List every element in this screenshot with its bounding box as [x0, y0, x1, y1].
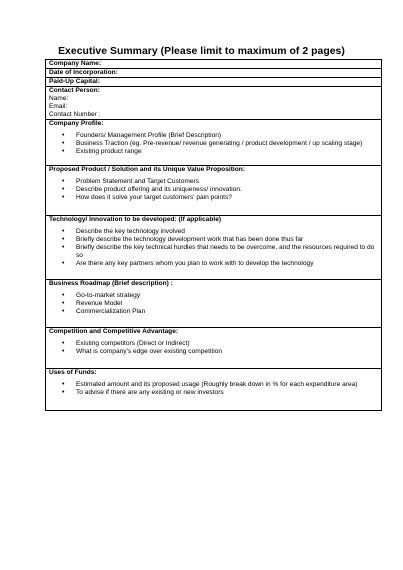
list-item: • Describe product offering and its uniqueness/ innovation. [49, 186, 378, 194]
list-item: • Problem Statement and Target Customers [49, 178, 378, 186]
list-item: • To advise if there are any existing or new investors [49, 389, 378, 397]
contact-email-label: Email: [49, 103, 68, 110]
contact-number-label: Contact Number : [49, 111, 101, 118]
list-item: • Are there any key partners whom you plan to work with to develop the technology [49, 260, 378, 268]
section-heading: Competition and Competitive Advantage: [49, 328, 179, 335]
uses-of-funds-section[interactable] [46, 369, 381, 411]
list-item: • Revenue Model [49, 300, 378, 308]
company-profile-list [49, 132, 378, 156]
list-item: • Business Traction (eg. Pre-revenue/ revenue generating / product development / up scaling stage) [49, 140, 378, 148]
list-item: • Existing product range [49, 148, 378, 156]
uses-of-funds-list [49, 381, 378, 397]
value-proposition-section[interactable] [46, 166, 381, 216]
contact-person-label: Contact Person: [49, 87, 100, 94]
section-heading: Proposed Product / Solution and its Unique Value Proposition: [49, 166, 245, 173]
date-of-incorporation-row[interactable] [46, 69, 381, 78]
technology-list [49, 228, 378, 268]
section-heading: Uses of Funds: [49, 369, 97, 376]
list-item: • Briefly describe the key technical hurdles that needs to be overcome, and the resources required to do so [49, 244, 378, 260]
list-item: • Estimated amount and its proposed usage (Roughly break down in % for each expenditure area) [49, 381, 378, 389]
competition-section[interactable] [46, 328, 381, 369]
business-roadmap-list [49, 292, 378, 316]
business-roadmap-section[interactable] [46, 280, 381, 328]
value-proposition-list [49, 178, 378, 202]
page-title: Executive Summary (Please limit to maximum of 2 pages) [58, 46, 345, 57]
list-item: • Commercialization Plan [49, 308, 378, 316]
list-item: • Describe the key technology involved [49, 228, 378, 236]
paid-up-capital-row[interactable] [46, 78, 381, 87]
section-heading: Business Roadmap (Brief description) : [49, 280, 173, 287]
technology-section[interactable] [46, 216, 381, 280]
company-name-label: Company Name: [49, 60, 102, 67]
list-item: • Founders/ Management Profile (Brief Description) [49, 132, 378, 140]
list-item: • How does it solve your target customers' pain points? [49, 194, 378, 202]
competition-list [49, 340, 378, 356]
contact-person-row[interactable] [46, 87, 381, 120]
list-item: • Briefly describe the technology development work that has been done thus far [49, 236, 378, 244]
paid-up-capital-label: Paid-Up Capital: [49, 78, 100, 85]
executive-summary-form [45, 59, 382, 411]
section-heading: Technology/ Innovation to be developed: (If applicable) [49, 216, 222, 223]
company-profile-section[interactable] [46, 120, 381, 166]
contact-name-label: Name: [49, 95, 69, 102]
date-of-incorporation-label: Date of Incorporation: [49, 69, 118, 76]
list-item: • Existing competitors (Direct or Indirect) [49, 340, 378, 348]
list-item: • Go-to-market strategy [49, 292, 378, 300]
list-item: • What is company's edge over existing competition [49, 348, 378, 356]
company-name-row[interactable] [46, 60, 381, 69]
section-heading: Company Profile: [49, 120, 104, 127]
